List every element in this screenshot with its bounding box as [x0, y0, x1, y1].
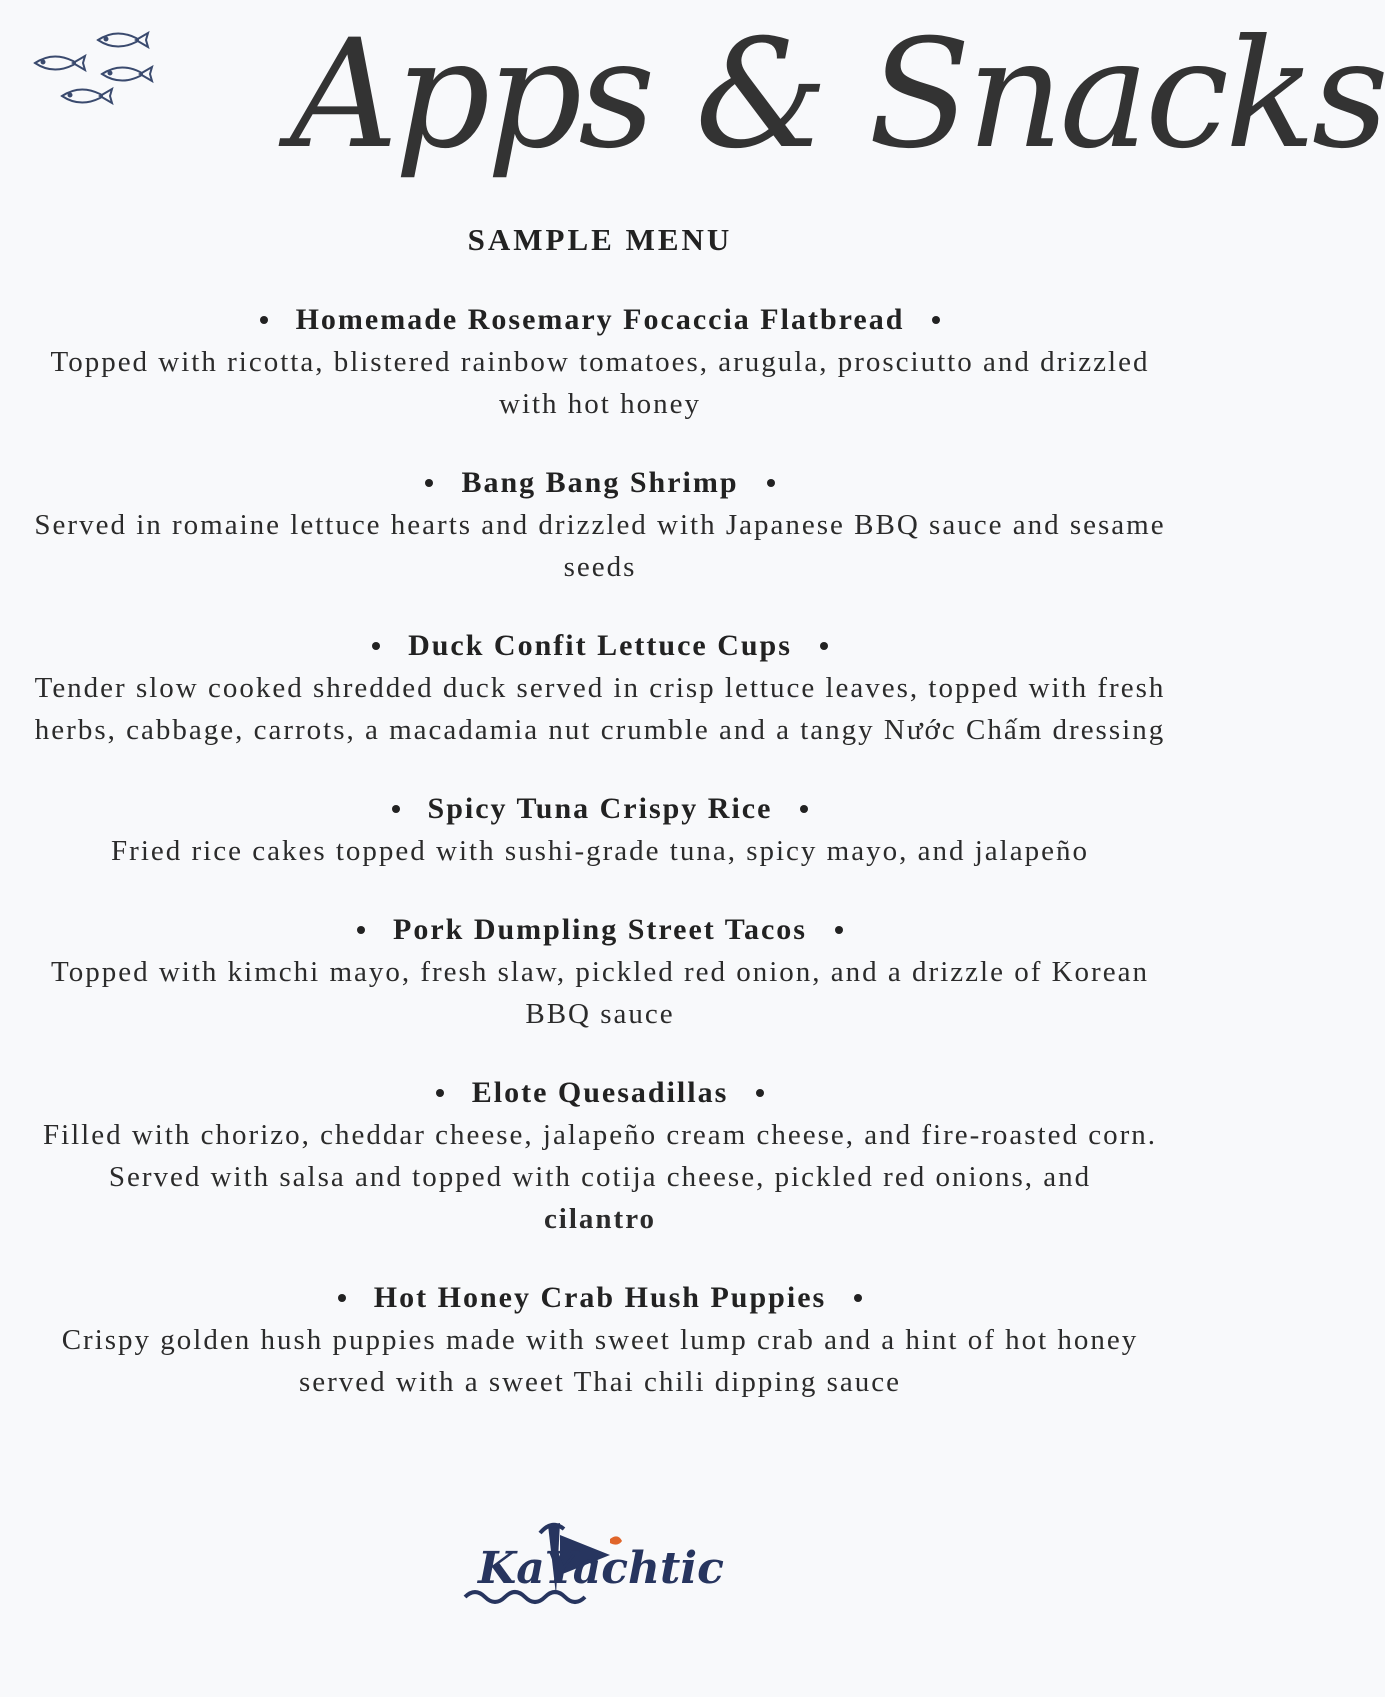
menu-title-text: Apps & Snacks — [290, 8, 1385, 182]
bullet-icon — [260, 316, 268, 324]
menu-item-name — [372, 626, 828, 665]
menu-item — [30, 910, 1170, 1035]
menu-list — [30, 300, 1170, 1441]
menu-item — [30, 789, 1170, 872]
menu-item-description: Topped with kimchi mayo, fresh slaw, pickled red onion, and a drizzle of Korean BBQ sauce — [51, 956, 1149, 1030]
menu-item — [30, 300, 1170, 425]
menu-item — [30, 626, 1170, 751]
menu-item-description-text: Filled with chorizo, cheddar cheese, jalapeño cream cheese, and fire-roasted corn. Served with salsa and topped with cotija cheese, pickled red onions, and — [42, 1119, 1158, 1193]
bullet-icon — [357, 926, 365, 934]
bullet-icon — [835, 926, 843, 934]
bullet-icon — [425, 479, 433, 487]
sailboat-logo-icon — [460, 1515, 750, 1625]
menu-item — [30, 1278, 1170, 1403]
menu-item-name-text: Bang Bang Shrimp — [461, 466, 739, 499]
menu-item-name — [338, 1278, 862, 1317]
bullet-icon — [820, 642, 828, 650]
menu-item-description — [30, 1114, 1170, 1240]
menu-item-name-text: Pork Dumpling Street Tacos — [393, 913, 807, 946]
menu-item-description: Fried rice cakes topped with sushi-grade tuna, spicy mayo, and jalapeño — [111, 835, 1089, 867]
menu-item — [30, 463, 1170, 588]
menu-item-name-text: Spicy Tuna Crispy Rice — [427, 792, 773, 825]
menu-item-name — [392, 789, 809, 828]
menu-item-description-bold: cilantro — [543, 1203, 657, 1235]
bullet-icon — [767, 479, 775, 487]
bullet-icon — [372, 642, 380, 650]
menu-subtitle: SAMPLE MENU — [467, 222, 733, 257]
menu-item-description: Crispy golden hush puppies made with sweet lump crab and a hint of hot honey served with a sweet Thai chili dipping sauce — [61, 1324, 1139, 1398]
menu-item — [30, 1073, 1170, 1240]
bullet-icon — [436, 1089, 444, 1097]
menu-item-name — [260, 300, 941, 339]
bullet-icon — [800, 805, 808, 813]
menu-item-name-text: Homemade Rosemary Focaccia Flatbread — [295, 303, 905, 336]
bullet-icon — [932, 316, 940, 324]
menu-item-name-text: Elote Quesadillas — [471, 1076, 729, 1109]
menu-item-name — [436, 1073, 765, 1112]
logo-text: KaYachtic — [478, 1543, 724, 1594]
bullet-icon — [338, 1294, 346, 1302]
menu-item-description: Tender slow cooked shredded duck served in crisp lettuce leaves, topped with fresh herbs, cabbage, carrots, a macadamia nut crumble and a tangy Nước Chấm dressing — [34, 672, 1166, 746]
menu-item-description: Topped with ricotta, blistered rainbow tomatoes, arugula, prosciutto and drizzled with hot honey — [50, 346, 1150, 420]
menu-item-name — [425, 463, 774, 502]
menu-title — [140, 0, 1385, 250]
menu-item-name-text: Hot Honey Crab Hush Puppies — [373, 1281, 827, 1314]
bullet-icon — [756, 1089, 764, 1097]
bullet-icon — [854, 1294, 862, 1302]
menu-item-name — [357, 910, 843, 949]
bullet-icon — [392, 805, 400, 813]
menu-item-description: Served in romaine lettuce hearts and drizzled with Japanese BBQ sauce and sesame seeds — [34, 509, 1166, 583]
menu-item-name-text: Duck Confit Lettuce Cups — [408, 629, 792, 662]
